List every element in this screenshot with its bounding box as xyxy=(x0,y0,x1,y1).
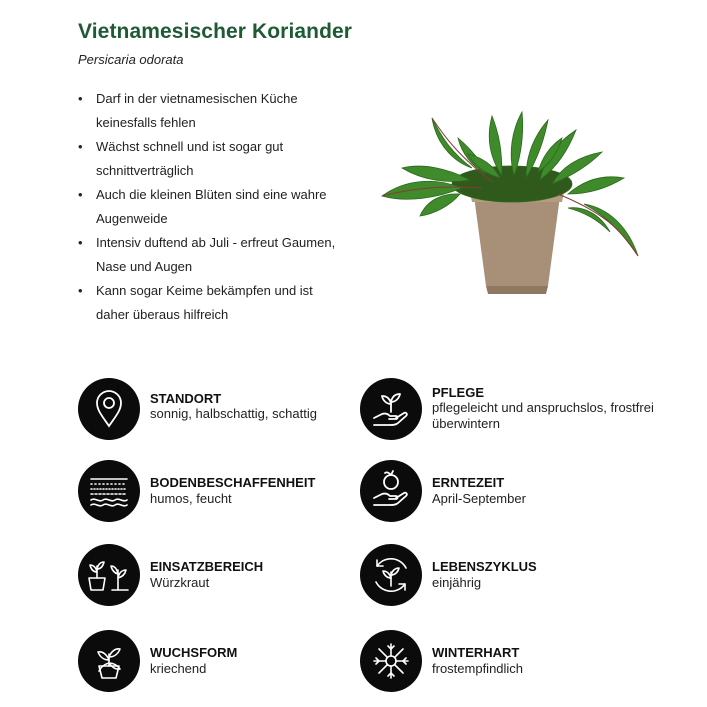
feature-description: April-September xyxy=(432,491,526,506)
soil-layers-icon xyxy=(78,460,140,522)
bullet-text: Intensiv duftend ab Juli - erfreut Gaumen, Nase und Augen xyxy=(96,235,336,274)
bullet-item xyxy=(78,135,348,183)
bullet-dot: • xyxy=(78,139,83,154)
bullet-item xyxy=(78,231,348,279)
location-pin-icon xyxy=(78,378,140,440)
bullet-dot: • xyxy=(78,235,83,250)
feature-title: WINTERHART xyxy=(432,645,520,660)
feature-title: BODENBESCHAFFENHEIT xyxy=(150,475,316,490)
feature-bodenbeschaffenheit xyxy=(78,460,378,524)
potted-plants-icon xyxy=(78,544,140,606)
feature-erntezeit xyxy=(360,460,660,524)
feature-description: frostempfindlich xyxy=(432,661,524,676)
bullet-item xyxy=(78,183,348,231)
feature-description: humos, feucht xyxy=(150,491,232,506)
feature-bullet-list xyxy=(78,87,348,327)
feature-description: Würzkraut xyxy=(150,575,210,590)
feature-title: LEBENSZYKLUS xyxy=(432,559,537,574)
feature-einsatzbereich xyxy=(78,544,378,608)
feature-standort xyxy=(78,378,378,442)
page-title: Vietnamesischer Koriander xyxy=(78,20,353,43)
pot-illustration xyxy=(470,192,564,294)
feature-description: kriechend xyxy=(150,661,207,676)
bullet-text: Wächst schnell und ist sogar gut schnittverträglich xyxy=(96,139,284,178)
pot-plant-icon xyxy=(78,630,140,692)
plant-product-image xyxy=(362,108,652,298)
feature-title: EINSATZBEREICH xyxy=(150,559,264,574)
cycle-leaf-icon xyxy=(360,544,422,606)
hand-fruit-icon xyxy=(360,460,422,522)
hand-sprout-icon xyxy=(360,378,422,440)
feature-description: pflegeleicht und anspruchslos, frostfrei überwintern xyxy=(432,400,654,431)
feature-winterhart xyxy=(360,630,660,694)
snowflake-sun-icon xyxy=(360,630,422,692)
feature-lebenszyklus xyxy=(360,544,660,608)
bullet-dot: • xyxy=(78,91,83,106)
bullet-dot: • xyxy=(78,187,83,202)
bullet-text: Darf in der vietnamesischen Küche keinesfalls fehlen xyxy=(96,91,298,130)
bullet-item xyxy=(78,279,348,327)
feature-pflege xyxy=(360,378,660,442)
bullet-dot: • xyxy=(78,283,83,298)
feature-wuchsform xyxy=(78,630,378,694)
feature-title: PFLEGE xyxy=(432,385,485,400)
feature-title: ERNTEZEIT xyxy=(432,475,505,490)
bullet-text: Auch die kleinen Blüten sind eine wahre Augenweide xyxy=(96,187,327,226)
feature-description: sonnig, halbschattig, schattig xyxy=(150,406,317,421)
feature-description: einjährig xyxy=(432,575,482,590)
bullet-text: Kann sogar Keime bekämpfen und ist daher überaus hilfreich xyxy=(96,283,313,322)
bullet-item xyxy=(78,87,348,135)
feature-title: WUCHSFORM xyxy=(150,645,238,660)
feature-title: STANDORT xyxy=(150,391,222,406)
botanical-name: Persicaria odorata xyxy=(78,52,184,67)
